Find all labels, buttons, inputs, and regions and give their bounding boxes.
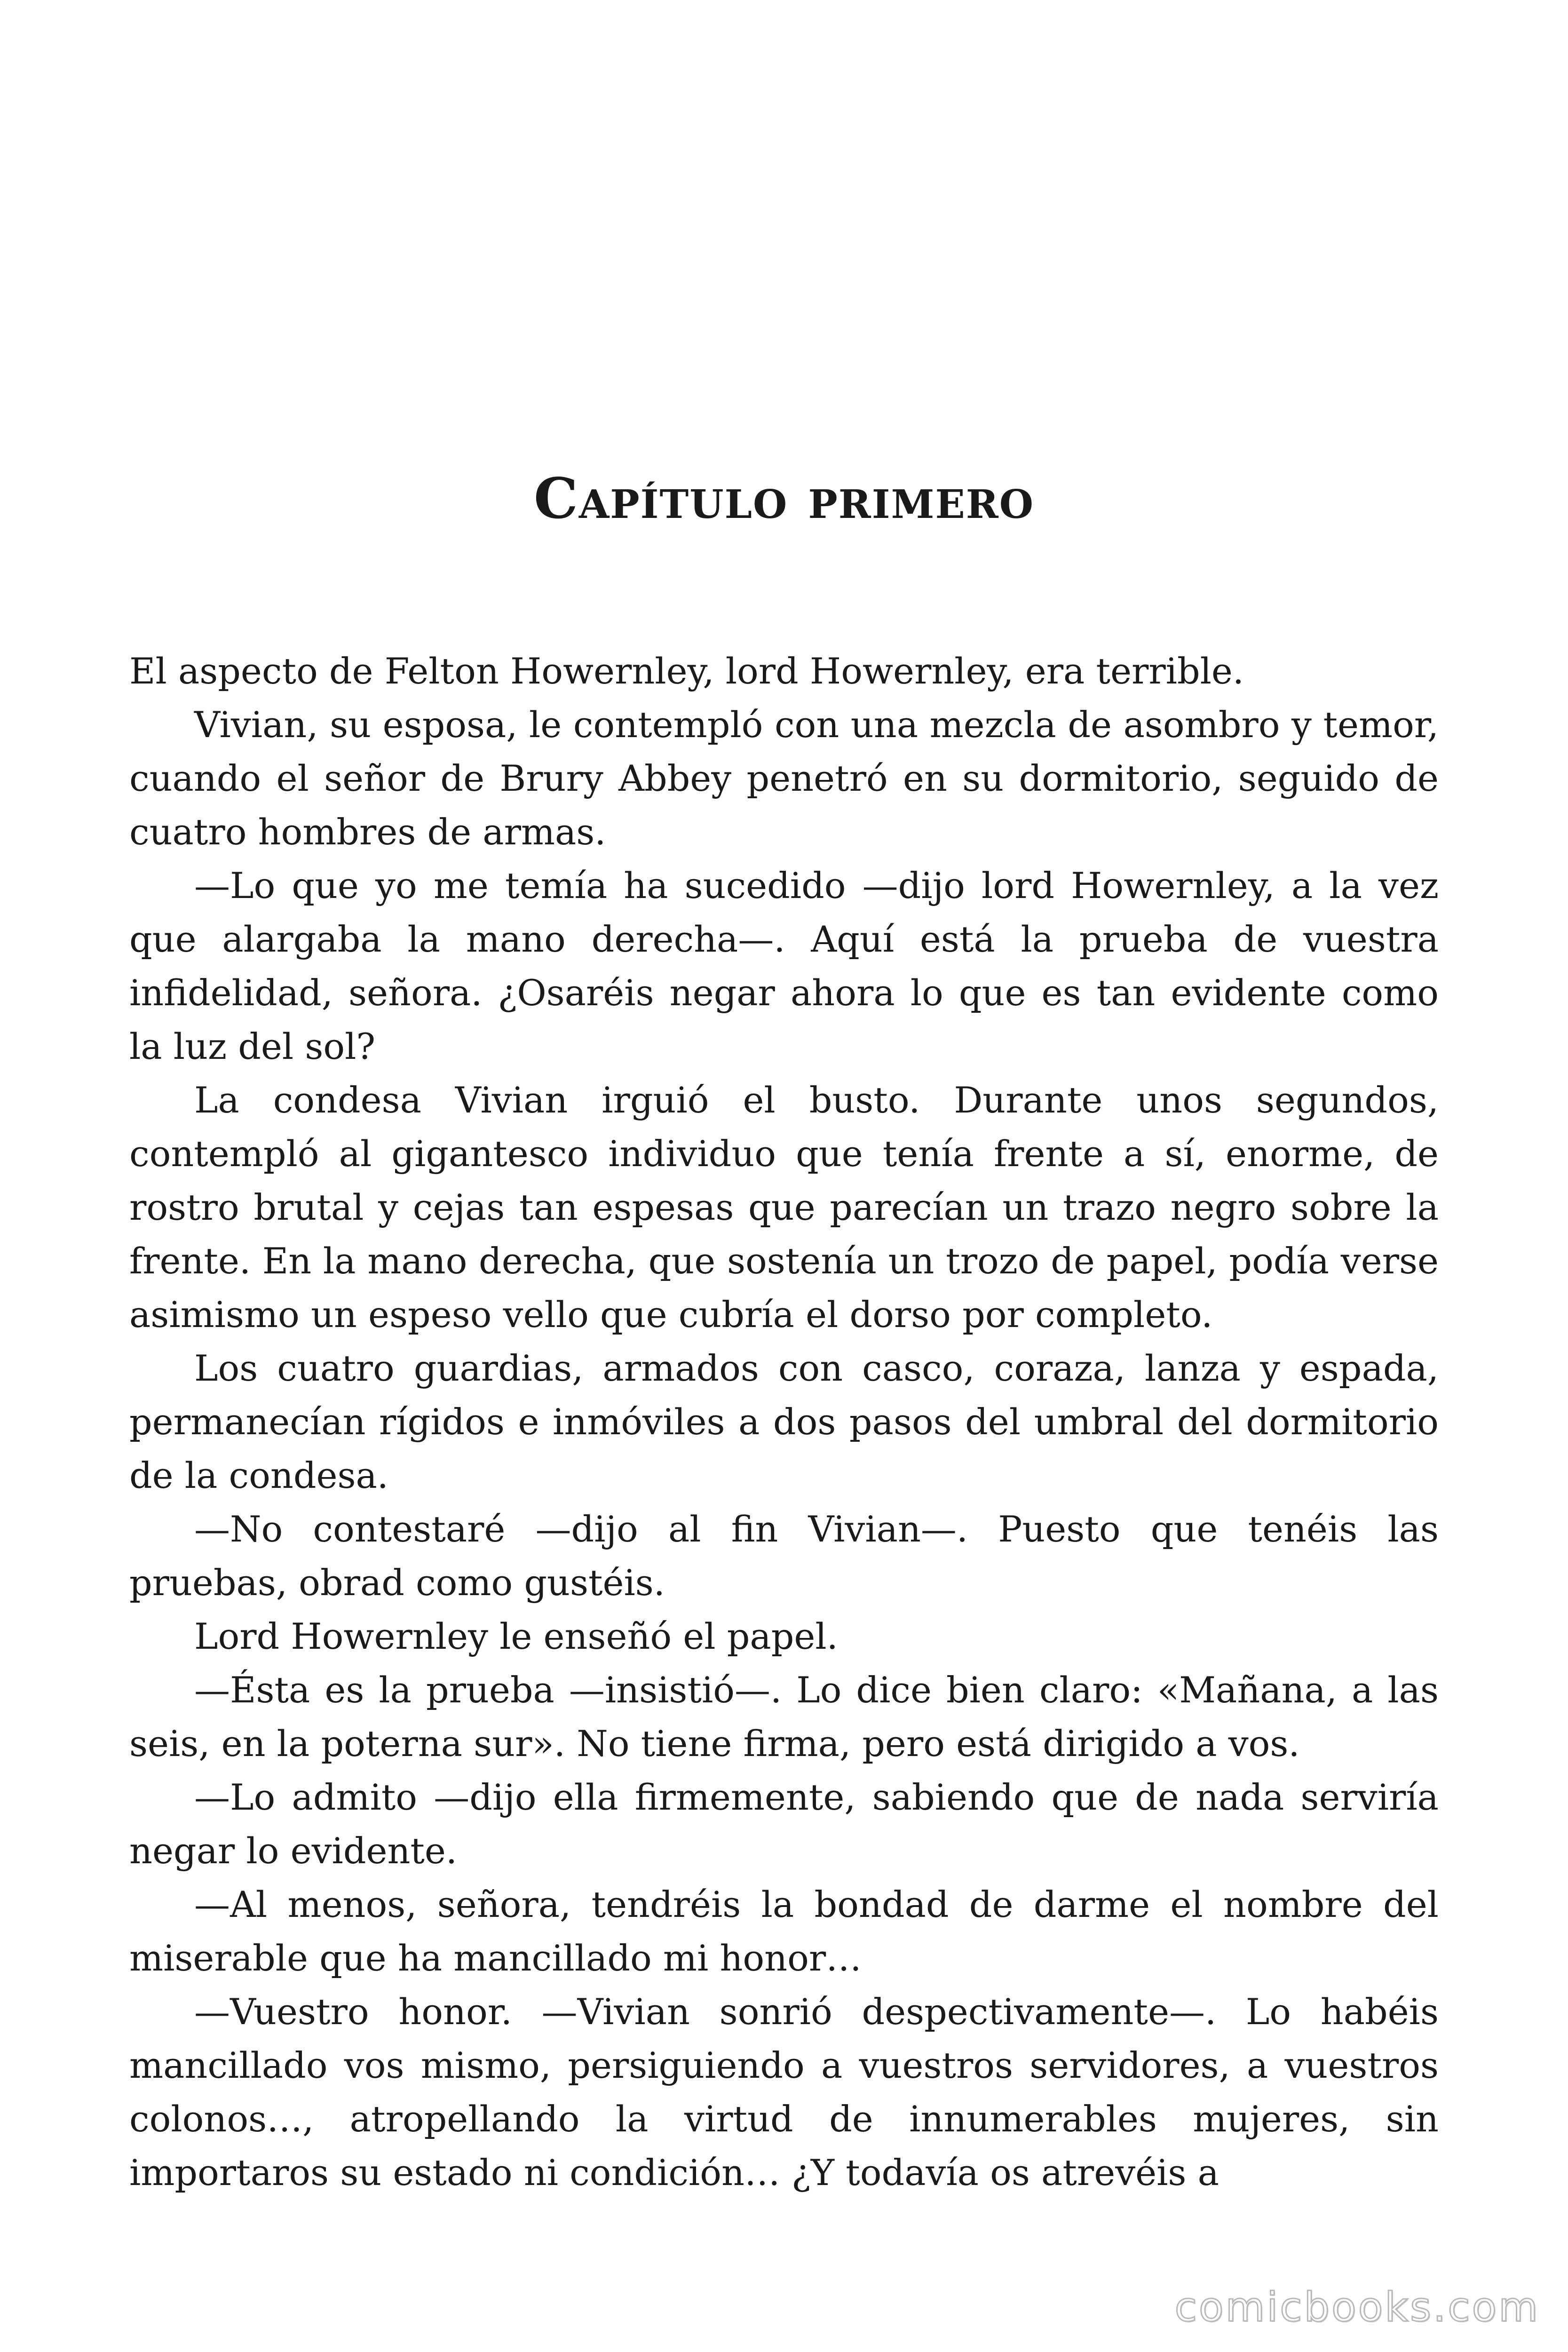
chapter-body [129, 644, 1439, 2200]
paragraph: Vivian, su esposa, le contempló con una mezcla de asombro y temor, cuando el señor de Brury Abbey penetró en su dormitorio, seguido de cuatro hombres de armas. [129, 704, 1439, 853]
paragraph: —Ésta es la prueba —insistió—. Lo dice bien claro: «Mañana, a las seis, en la poterna sur». No tiene firma, pero está dirigido a vos. [129, 1669, 1439, 1764]
paragraph: Los cuatro guardias, armados con casco, coraza, lanza y espada, permanecían rígidos e inmóviles a dos pasos del umbral del dormitorio de la condesa. [129, 1347, 1439, 1496]
paragraph: Lord Howernley le enseñó el papel. [194, 1615, 838, 1657]
paragraph: —No contestaré —dijo al fin Vivian—. Puesto que tenéis las pruebas, obrad como gustéis. [129, 1508, 1439, 1604]
paragraph: —Lo admito —dijo ella firmemente, sabiendo que de nada serviría negar lo evidente. [129, 1776, 1439, 1872]
paragraph: —Al menos, señora, tendréis la bondad de darme el nombre del miserable que ha mancillado mi honor… [129, 1883, 1439, 1979]
watermark: comicbooks.com [1174, 2284, 1540, 2331]
paragraph: —Vuestro honor. —Vivian sonrió despectivamente—. Lo habéis mancillado vos mismo, persiguiendo a vuestros servidores, a vuestros colonos…, atropellando la virtud de innumerables mujeres, sin importaros su estado ni condición… ¿Y todavía os atrevéis a [129, 1991, 1439, 2193]
chapter-title: Capítulo primero [533, 466, 1035, 531]
paragraph: La condesa Vivian irguió el busto. Durante unos segundos, contempló al gigantesco individuo que tenía frente a sí, enorme, de rostro brutal y cejas tan espesas que parecían un trazo negro sobre la frente. En la mano derecha, que sostenía un trozo de papel, podía verse asimismo un espeso vello que cubría el dorso por completo. [129, 1079, 1439, 1335]
paragraph: El aspecto de Felton Howernley, lord Howernley, era terrible. [129, 650, 1244, 692]
paragraph: —Lo que yo me temía ha sucedido —dijo lord Howernley, a la vez que alargaba la mano derecha—. Aquí está la prueba de vuestra infidelidad, señora. ¿Osaréis negar ahora lo que es tan evidente como la luz del sol? [129, 865, 1439, 1067]
